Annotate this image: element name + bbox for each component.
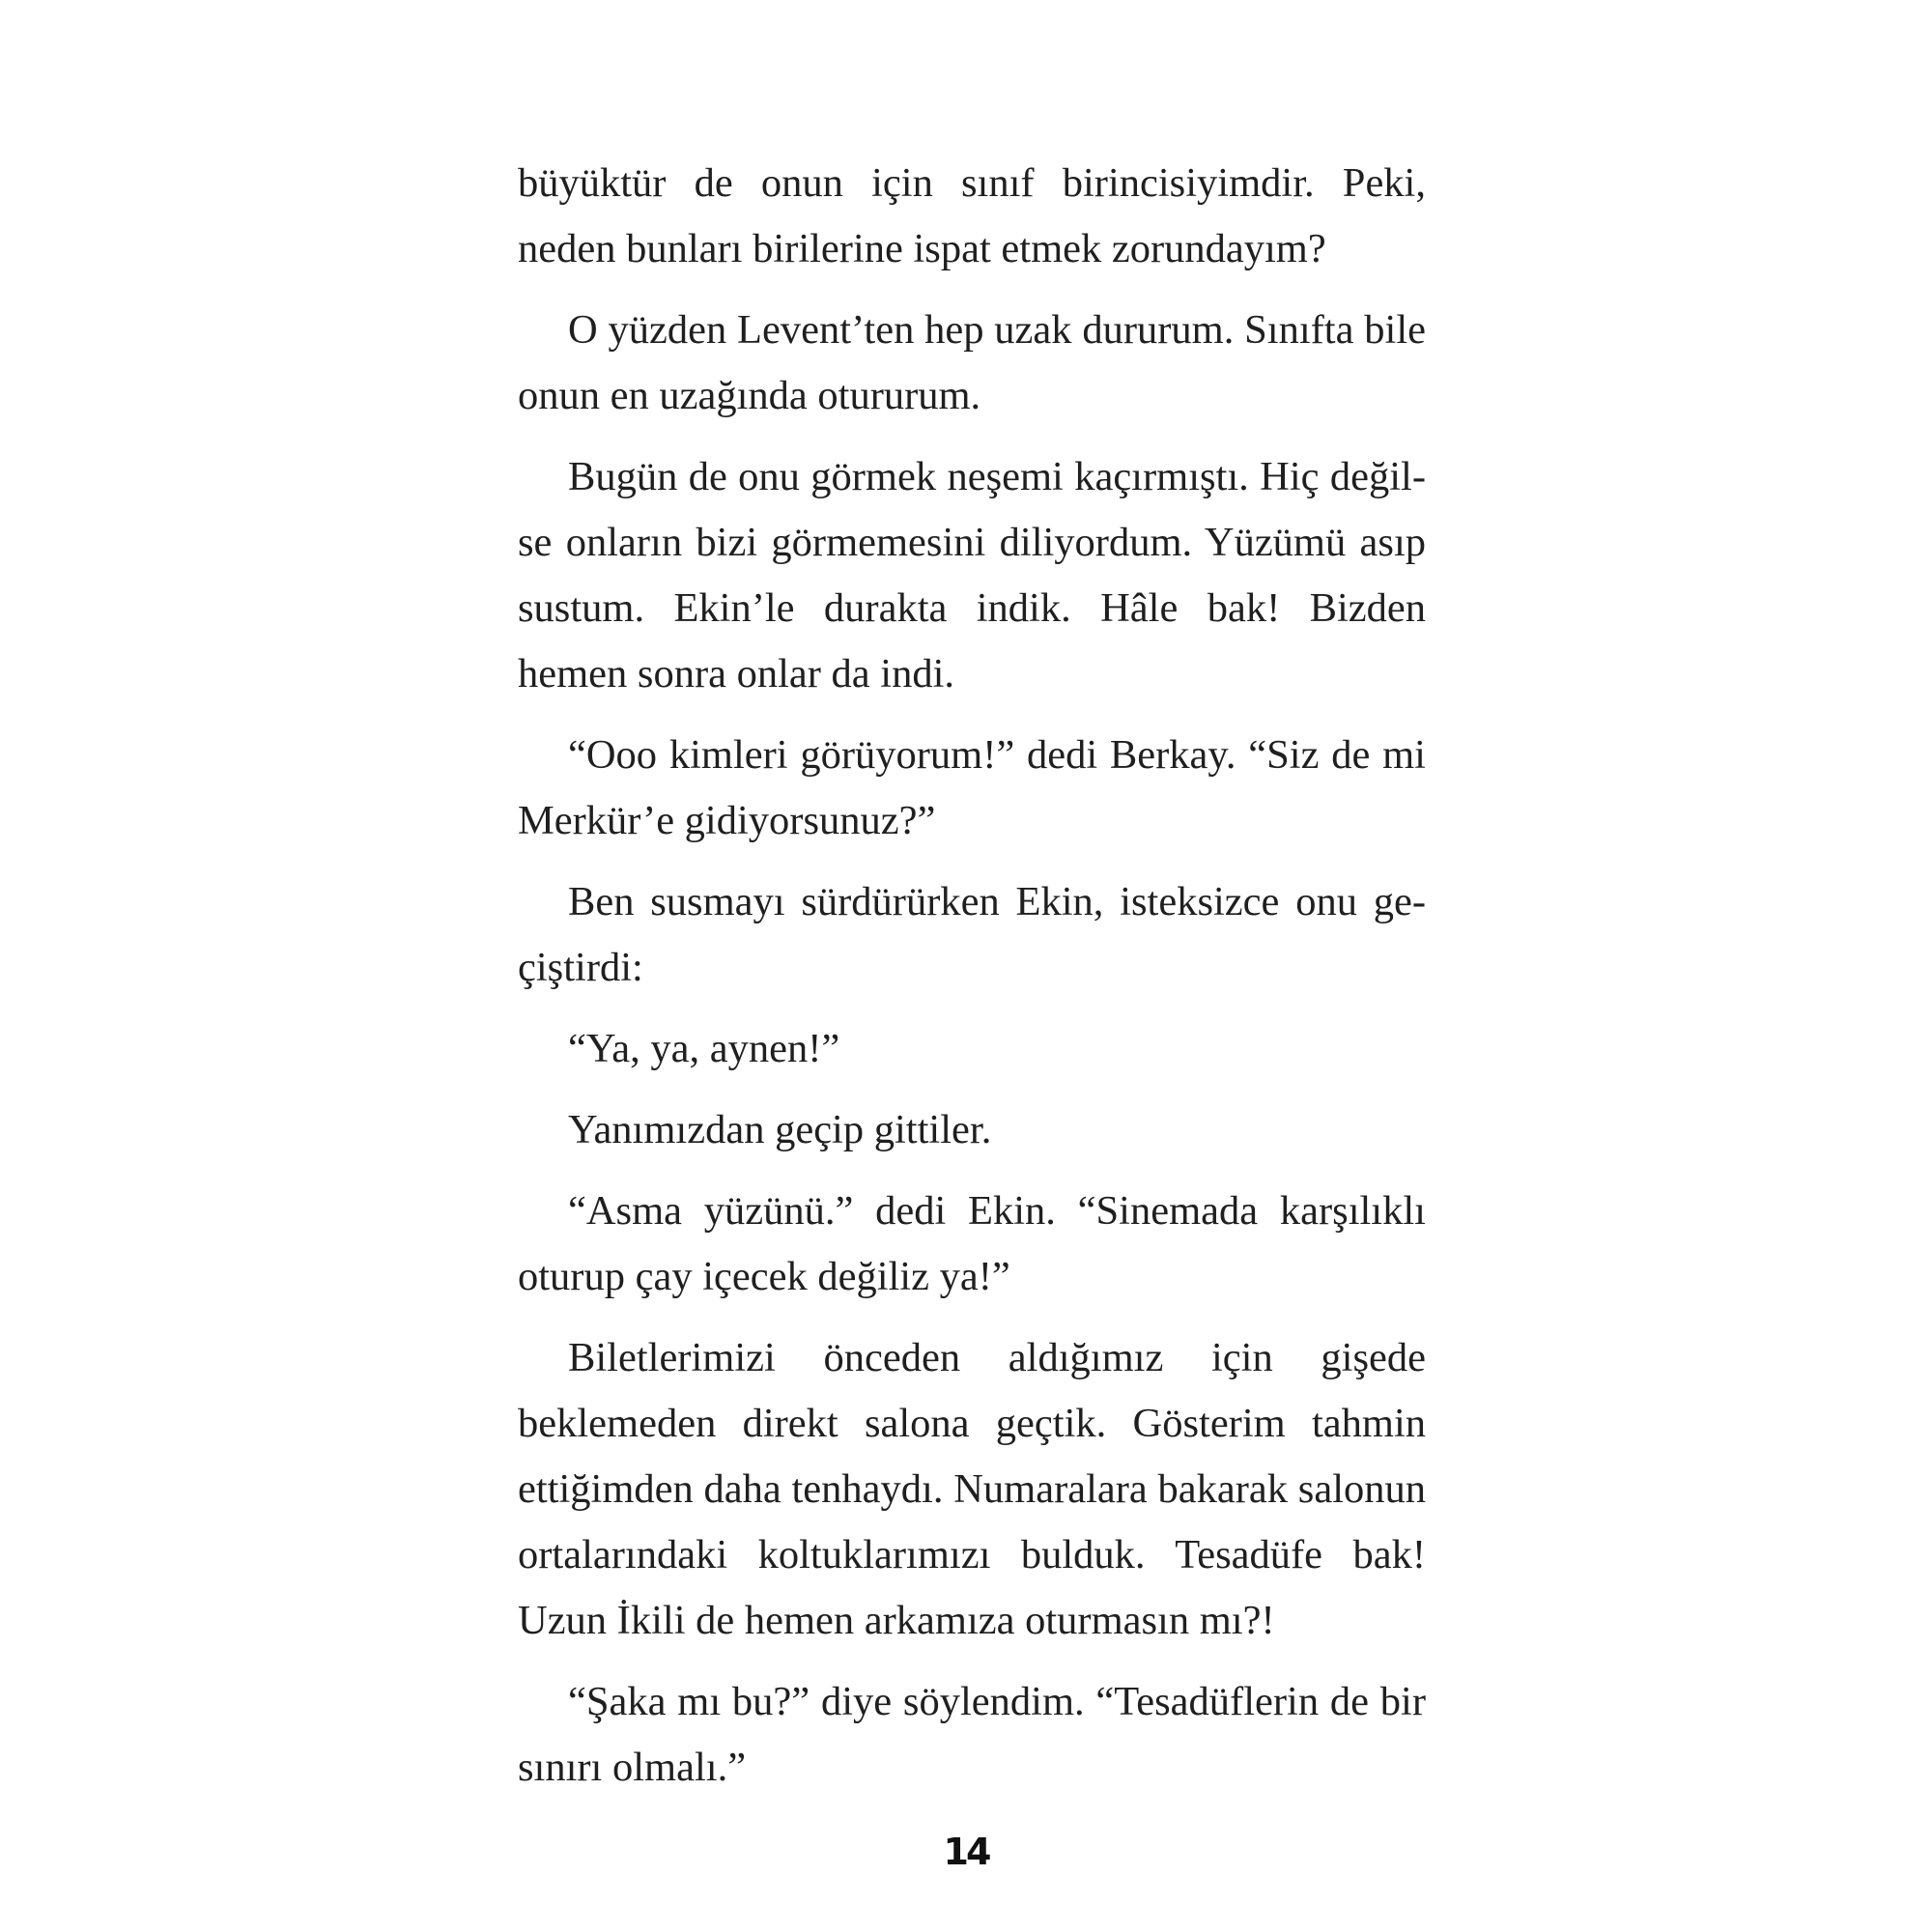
paragraph-7: Yanımızdan geçip gittiler. bbox=[568, 1107, 992, 1152]
paragraph-10: “Şaka mı bu?” diye söylendim. “Tesadüflerin de bir sınırı olmalı.” bbox=[518, 1679, 1426, 1790]
paragraph-2: O yüzden Levent’ten hep uzak dururum. Sınıfta bile onun en uzağında otururum. bbox=[518, 307, 1426, 418]
page-body bbox=[518, 151, 1426, 1816]
paragraph-6: “Ya, ya, aynen!” bbox=[568, 1026, 840, 1071]
page-number: 14 bbox=[943, 1831, 989, 1873]
paragraph-9: Biletlerimizi önceden aldığımız için gişede beklemeden direkt salona geçtik. Gösterim tahmin ettiğimden daha tenhaydı. Numaralara bakarak salonun ortalarındaki koltuklarımızı bulduk. Tesadüfe bak! Uzun İkili de hemen arkamıza oturmasın mı?! bbox=[518, 1335, 1426, 1643]
paragraph-3: Bugün de onu görmek neşemi kaçırmıştı. Hiç değilse onların bizi görmemesini diliyordum. Yüzümü asıp sustum. Ekin’le durakta indik. Hâle bak! Bizden hemen sonra onlar da indi. bbox=[518, 454, 1426, 696]
paragraph-1: büyüktür de onun için sınıf birincisiyimdir. Peki, neden bunları birilerine ispat etmek zorundayım? bbox=[518, 160, 1426, 271]
paragraph-8: “Asma yüzünü.” dedi Ekin. “Sinemada karşılıklı oturup çay içecek değiliz ya!” bbox=[518, 1188, 1426, 1299]
paragraph-5: Ben susmayı sürdürürken Ekin, isteksizce onu geçiştirdi: bbox=[518, 879, 1426, 990]
paragraph-4: “Ooo kimleri görüyorum!” dedi Berkay. “Siz de mi Merkür’e gidiyorsunuz?” bbox=[518, 732, 1426, 843]
